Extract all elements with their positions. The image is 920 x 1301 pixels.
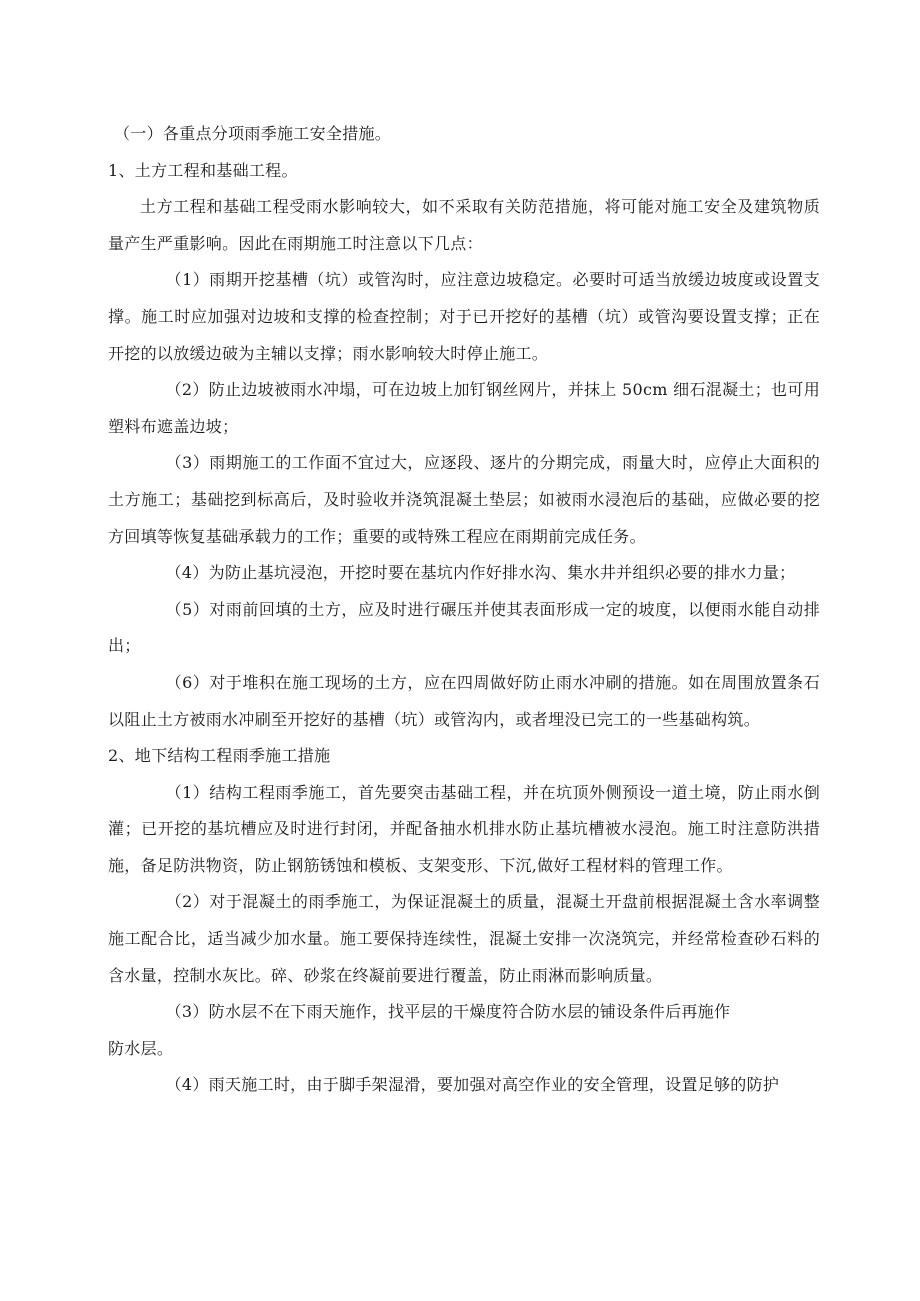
section-2-item-1: （1）结构工程雨季施工，首先要突击基础工程，并在坑顶外侧预设一道土境，防止雨水倒灌；已开挖的基坑槽应及时进行封闭，并配备抽水机排水防止基坑槽被水浸泡。施工时注意防洪措施，备足防洪物资，防止钢筋锈蚀和模板、支架变形、下沉,做好工程材料的管理工作。 <box>108 782 820 875</box>
main-heading: （一）各重点分项雨季施工安全措施。 <box>114 124 392 143</box>
section-2-title: 2、地下结构工程雨季施工措施 <box>108 746 331 766</box>
section-2-item-3: （3）防水层不在下雨天施作，找平层的干燥度符合防水层的铺设条件后再施作 <box>165 1002 731 1022</box>
section-1-item-5: （5）对雨前回填的土方，应及时进行碾压并使其表面形成一定的坡度，以便雨水能自动排出； <box>108 599 820 656</box>
section-2-item-2: （2）对于混凝土的雨季施工，为保证混凝土的质量，混凝土开盘前根据混凝土含水率调整施工配合比，适当减少加水量。施工要保持连续性，混凝土安排一次浇筑完，并经常检查砂石料的含水量，控制水灰比。碎、砂浆在终凝前要进行覆盖，防止雨淋而影响质量。 <box>108 892 820 985</box>
section-1-item-2: （2）防止边坡被雨水冲塌，可在边坡上加钉钢丝网片，并抹上 50cm 细石混凝土；也可用塑料布遮盖边坡； <box>108 380 820 436</box>
section-1-intro: 土方工程和基础工程受雨水影响较大，如不采取有关防范措施，将可能对施工安全及建筑物质量产生严重影响。因此在雨期施工时注意以下几点： <box>108 197 820 253</box>
section-1-title: 1、土方工程和基础工程。 <box>108 160 298 180</box>
section-2-item-4: （4）雨天施工时，由于脚手架湿滑，要加强对高空作业的安全管理，设置足够的防护 <box>165 1075 780 1095</box>
section-1-item-6: （6）对于堆积在施工现场的土方，应在四周做好防止雨水冲刷的措施。如在周围放置条石以阻止土方被雨水冲刷至开挖好的基槽（坑）或管沟内，或者埋没已完工的一些基础构筑。 <box>108 672 820 729</box>
section-2-item-3-continuation: 防水层。 <box>108 1038 174 1058</box>
section-1-item-1: （1）雨期开挖基槽（坑）或管沟时，应注意边坡稳定。必要时可适当放缓边坡度或设置支撑。施工时应加强对边坡和支撑的检查控制；对于已开挖好的基槽（坑）或管沟要设置支撑；正在开挖的以放缓边破为主辅以支撑；雨水影响较大时停止施工。 <box>108 270 820 363</box>
document-body <box>108 116 820 1104</box>
section-1-item-3: （3）雨期施工的工作面不宜过大，应逐段、逐片的分期完成，雨量大时，应停止大面积的土方施工；基础挖到标高后，及时验收并浇筑混凝土垫层；如被雨水浸泡后的基础，应做必要的挖方回填等恢复基础承载力的工作；重要的或特殊工程应在雨期前完成任务。 <box>108 453 820 546</box>
section-1-item-4: （4）为防止基坑浸泡，开挖时要在基坑内作好排水沟、集水井并组织必要的排水力量； <box>165 563 796 583</box>
